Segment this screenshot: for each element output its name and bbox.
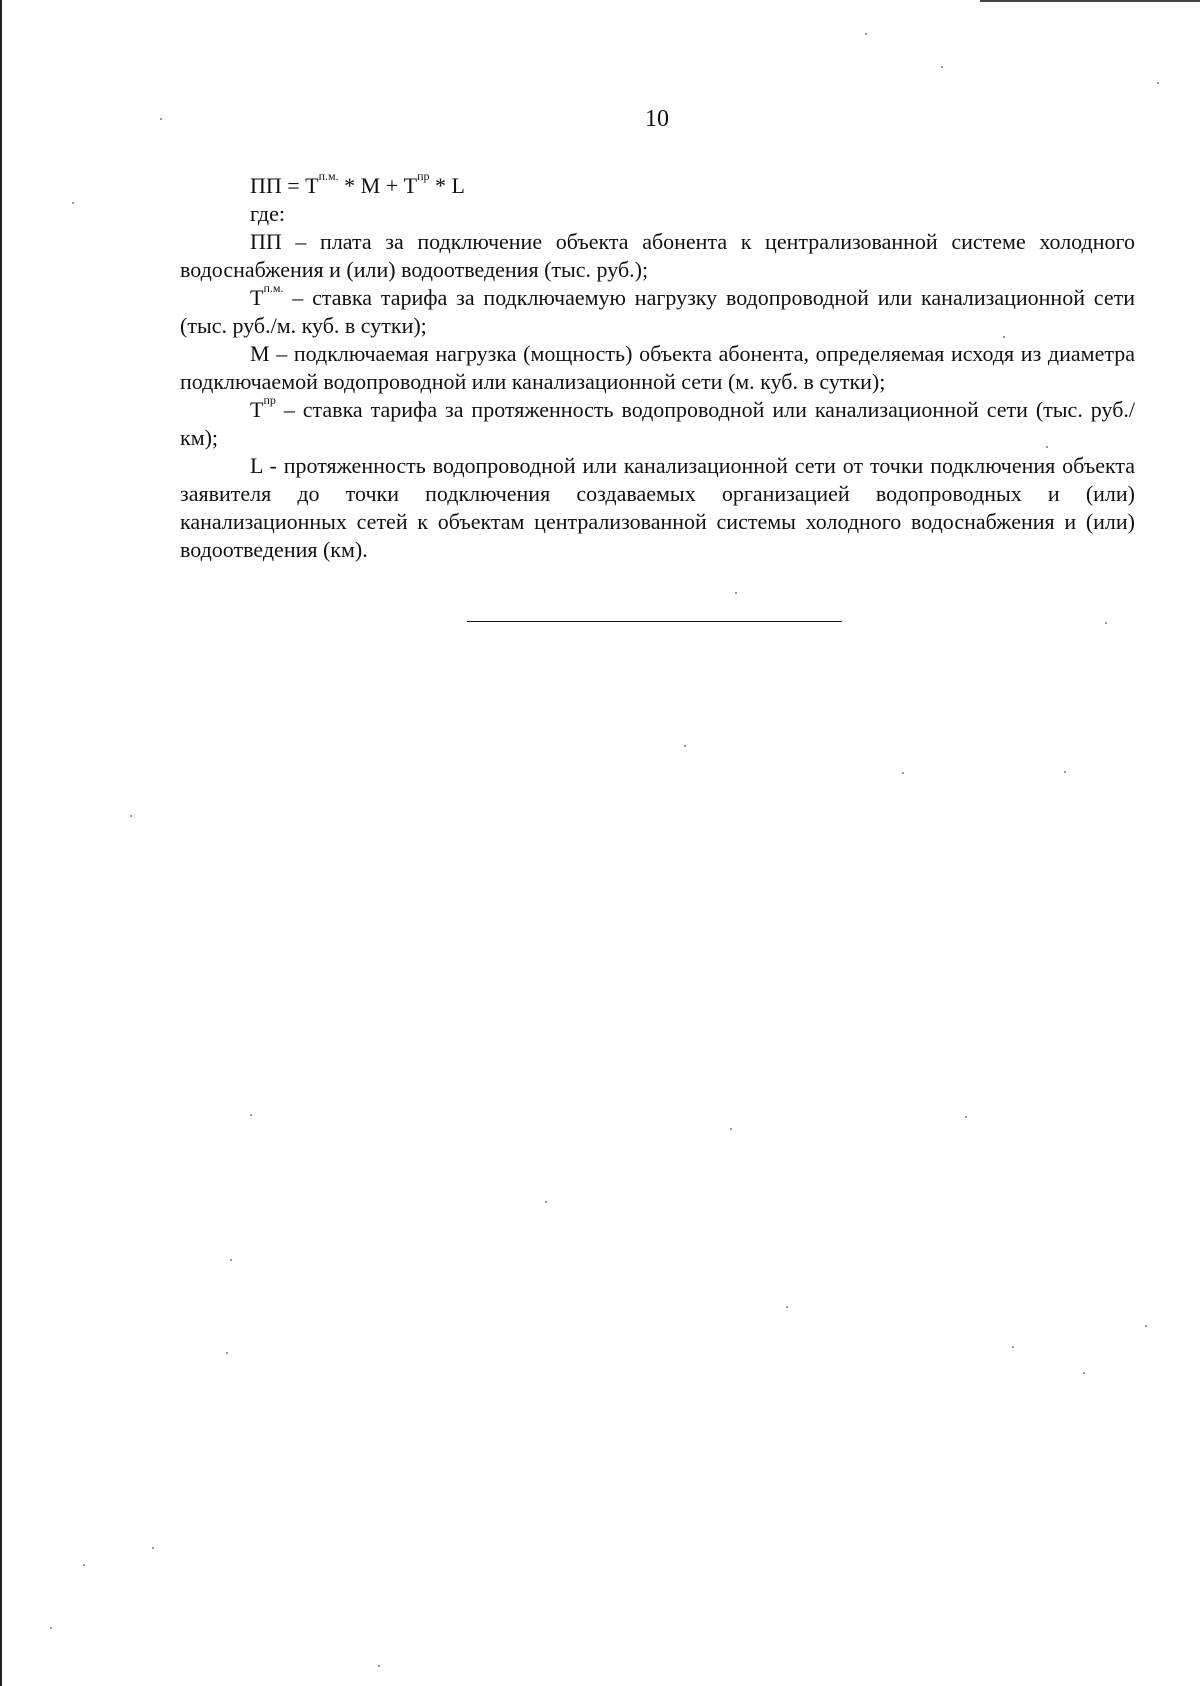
definition-sup: п.м. [263, 281, 284, 295]
definition-sup: пр [263, 393, 276, 407]
definition-pp [180, 228, 1135, 284]
scan-speck [1145, 1325, 1147, 1327]
scan-speck [902, 772, 904, 774]
formula-sup-pr: пр [417, 169, 430, 183]
definition-term: L [250, 453, 263, 478]
formula [180, 169, 1135, 200]
definition-term: М [250, 341, 270, 366]
definition-text: – плата за подключение объекта абонента к централизованной системе холодного водоснабжения и (или) водоотведения (тыс. руб.); [180, 229, 1135, 282]
scan-speck [1012, 1346, 1014, 1348]
definition-l [180, 452, 1135, 564]
definition-term: Т [250, 397, 264, 422]
scan-speck [1083, 1372, 1085, 1374]
scan-speck [865, 33, 867, 35]
formula-end: * L [429, 173, 465, 198]
scan-speck [50, 1627, 52, 1629]
scan-speck [1003, 336, 1005, 338]
formula-sup-pm: п.м. [318, 169, 339, 183]
definition-text: – подключаемая нагрузка (мощность) объекта абонента, определяемая исходя из диаметра подключаемой водопроводной или канализационной сети (м. куб. в сутки); [180, 341, 1135, 394]
scan-speck [730, 1128, 732, 1130]
scan-edge-left [0, 0, 2, 1686]
scan-edge-top [980, 0, 1200, 2]
definition-text: - протяженность водопроводной или канализационной сети от точки подключения объекта заявителя до точки подключения создаваемых организацией водопроводных и (или) канализационных сетей к объектам централизованной системы холодного водоснабжения и (или) водоотведения (км). [180, 453, 1135, 562]
scan-speck [230, 1259, 232, 1261]
scan-speck [941, 66, 943, 68]
scan-speck [130, 815, 132, 817]
scan-speck [250, 1114, 252, 1116]
definition-term: ПП [250, 229, 282, 254]
definition-t-pr [180, 393, 1135, 452]
page-number: 10 [645, 106, 669, 132]
scan-speck [1064, 771, 1066, 773]
scan-speck [1046, 446, 1048, 448]
definition-text: – ставка тарифа за подключаемую нагрузку водопроводной или канализационной сети (тыс. руб./м. куб. в сутки); [180, 285, 1135, 338]
scan-speck [965, 1116, 967, 1118]
scan-speck [684, 745, 686, 747]
scan-speck [1157, 82, 1159, 84]
definition-term: Т [250, 285, 264, 310]
scan-speck [786, 1306, 788, 1308]
formula-lhs: ПП = Т [250, 173, 319, 198]
scan-speck [545, 1201, 547, 1203]
definition-m [180, 340, 1135, 396]
closing-rule [467, 621, 842, 622]
document-body [180, 169, 1135, 564]
where-label: где: [250, 201, 285, 226]
definition-text: – ставка тарифа за протяженность водопроводной или канализационной сети (тыс. руб./км); [180, 397, 1135, 450]
scan-speck [83, 1564, 85, 1566]
definition-t-pm [180, 281, 1135, 340]
scan-speck [160, 118, 162, 120]
scan-speck [152, 1547, 154, 1549]
scan-speck [72, 202, 74, 204]
scan-speck [378, 1665, 380, 1667]
formula-mid: * М + Т [338, 173, 418, 198]
scan-speck [226, 1352, 228, 1354]
scan-speck [1105, 622, 1107, 624]
scan-speck [735, 592, 737, 594]
